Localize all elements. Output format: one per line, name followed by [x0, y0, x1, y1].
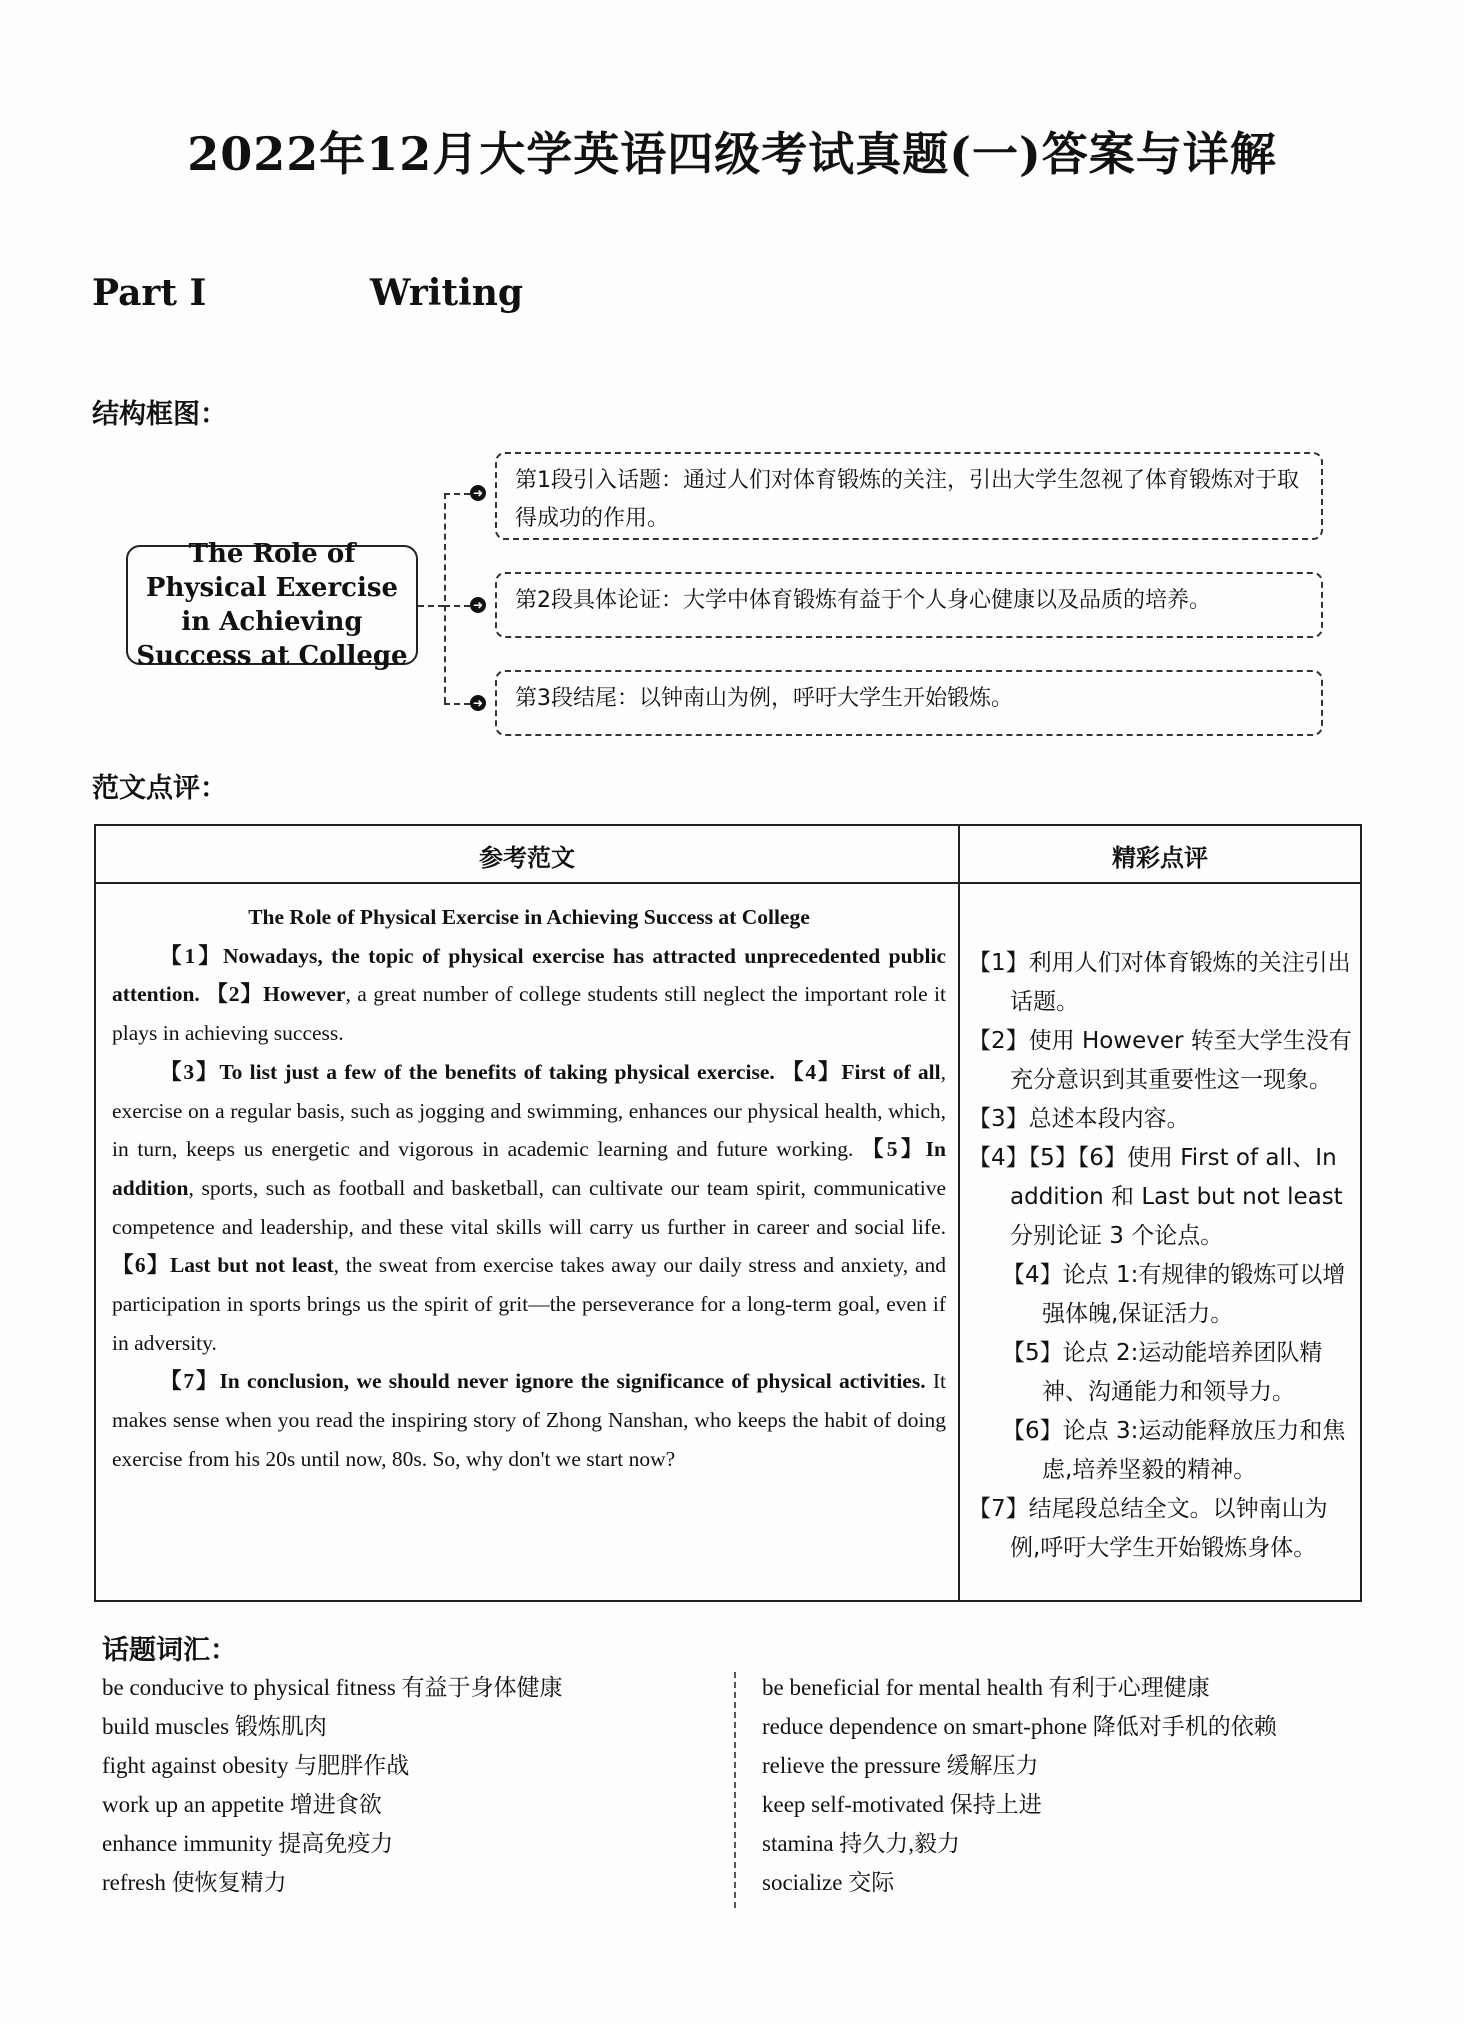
essay-paragraph: 【3】To list just a few of the benefits of taking physical exercise. 【4】First of all, exercise on a regular basis, such as jogging and swimming, enhances our physical health, which, in turn, keeps us energetic and vigorous in academic learning and future working. 【5】In addition, sports, such as football and basketball, can cultivate our team spirit, communicative competence and leadership, and these vital skills will carry us further in career and social life. 【6】Last but not least, the sweat from exercise takes away our daily stress and anxiety, and participation in sports brings us the spirit of grit—the perseverance for a long-term goal, even if in adversity.: [112, 1059, 946, 1355]
sample-essay: [112, 898, 946, 1479]
vocabulary-item: refresh 使恢复精力: [102, 1870, 287, 1895]
review-comments: [968, 944, 1354, 1568]
comment-item: 【4】【5】【6】使用 First of all、In addition 和 Last but not least 分别论证 3 个论点。: [968, 1145, 1343, 1249]
structure-branch-3: 第3段结尾：以钟南山为例，呼吁大学生开始锻炼。: [495, 670, 1323, 736]
connector-line: [444, 605, 470, 607]
sub-comment-item: 【6】论点 3:运动能释放压力和焦虑,培养坚毅的精神。: [1002, 1418, 1346, 1483]
structure-branch-2: 第2段具体论证：大学中体育锻炼有益于个人身心健康以及品质的培养。: [495, 572, 1323, 638]
structure-label: 结构框图：: [92, 399, 227, 430]
arrow-right-icon: ➜: [470, 597, 486, 613]
arrow-right-icon: ➜: [470, 695, 486, 711]
vocabulary-item: enhance immunity 提高免疫力: [102, 1831, 394, 1856]
review-label: 范文点评：: [92, 773, 227, 804]
vocabulary-separator: [734, 1672, 736, 1908]
essay-title: The Role of Physical Exercise in Achieving Success at College: [248, 905, 810, 929]
vocabulary-item: relieve the pressure 缓解压力: [762, 1753, 1039, 1778]
vocabulary-label: 话题词汇：: [102, 1635, 237, 1666]
part-number: Part Ⅰ: [92, 272, 207, 314]
vocabulary-item: socialize 交际: [762, 1870, 895, 1895]
vocabulary-list-right: [762, 1668, 1277, 1902]
comment-item: 【1】利用人们对体育锻炼的关注引出话题。: [968, 950, 1351, 1015]
structure-branch-1: 第1段引入话题：通过人们对体育锻炼的关注，引出大学生忽视了体育锻炼对于取得成功的作用。: [495, 452, 1323, 540]
comment-item: 【7】结尾段总结全文。以钟南山为例,呼吁大学生开始锻炼身体。: [968, 1496, 1328, 1561]
column-header-essay: 参考范文: [479, 844, 575, 872]
table-divider: [958, 826, 960, 1600]
essay-paragraph: 【1】Nowadays, the topic of physical exercise has attracted unprecedented public attention. 【2】However, a great number of college students still neglect the important role it plays in achieving success.: [112, 943, 946, 1046]
structure-center-topic: The Role of Physical Exercise in Achieving Success at College: [126, 545, 418, 665]
essay-paragraph: 【7】In conclusion, we should never ignore the significance of physical activities. It makes sense when you read the inspiring story of Zhong Nanshan, who keeps the habit of doing exercise from his 20s until now, 80s. So, why don't we start now?: [112, 1369, 946, 1471]
review-table: [94, 824, 1362, 1602]
column-header-comments: 精彩点评: [1112, 844, 1208, 872]
vocabulary-item: be conducive to physical fitness 有益于身体健康: [102, 1675, 563, 1700]
arrow-right-icon: ➜: [470, 485, 486, 501]
sub-comment-item: 【4】论点 1:有规律的锻炼可以增强体魄,保证活力。: [1002, 1262, 1346, 1327]
vocabulary-item: reduce dependence on smart-phone 降低对手机的依赖: [762, 1714, 1277, 1739]
connector-line: [444, 493, 470, 495]
vocabulary-item: fight against obesity 与肥胖作战: [102, 1753, 410, 1778]
comment-item: 【3】总述本段内容。: [968, 1106, 1190, 1132]
part-name: Writing: [370, 272, 524, 314]
table-header-rule: [96, 882, 1360, 884]
vocabulary-item: be beneficial for mental health 有利于心理健康: [762, 1675, 1210, 1700]
connector-line: [418, 605, 444, 607]
connector-line: [444, 703, 470, 705]
vocabulary-list-left: [102, 1668, 563, 1902]
connector-trunk: [444, 493, 446, 703]
sub-comment-item: 【5】论点 2:运动能培养团队精神、沟通能力和领导力。: [1002, 1340, 1323, 1405]
comment-item: 【2】使用 However 转至大学生没有充分意识到其重要性这一现象。: [968, 1028, 1352, 1093]
page-title: 2022年12月大学英语四级考试真题(一)答案与详解: [187, 127, 1277, 181]
vocabulary-item: work up an appetite 增进食欲: [102, 1792, 382, 1817]
vocabulary-item: stamina 持久力,毅力: [762, 1831, 961, 1856]
vocabulary-item: build muscles 锻炼肌肉: [102, 1714, 327, 1739]
vocabulary-item: keep self-motivated 保持上进: [762, 1792, 1042, 1817]
